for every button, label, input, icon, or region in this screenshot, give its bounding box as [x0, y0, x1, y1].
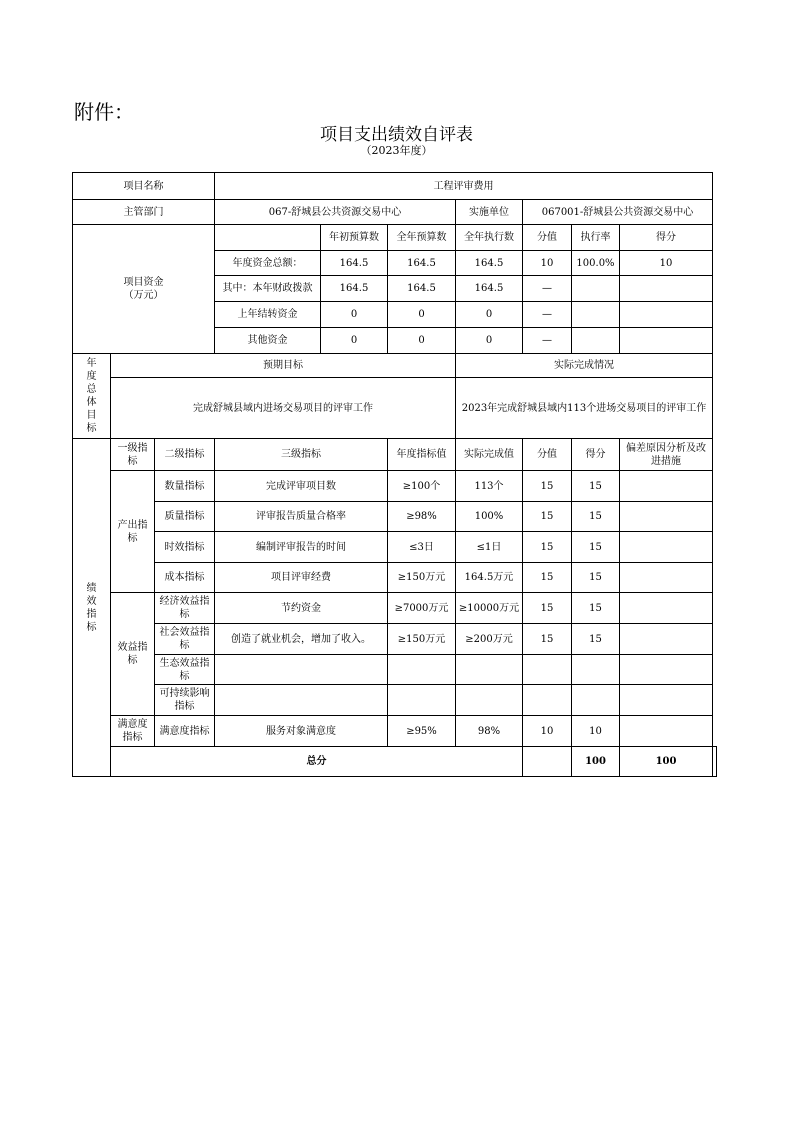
perf-got: 15	[572, 563, 620, 593]
goal-actual-header: 实际完成情况	[456, 354, 713, 378]
perf-l2: 时效指标	[155, 532, 215, 563]
perf-actual	[456, 685, 523, 716]
perf-l3: 编制评审报告的时间	[215, 532, 388, 563]
perf-l2: 质量指标	[155, 502, 215, 532]
perf-target: ≥100个	[388, 471, 456, 502]
funds-header: 得分	[620, 225, 713, 251]
perf-actual: ≤1日	[456, 532, 523, 563]
funds-cell: 0	[456, 302, 523, 328]
perf-got: 15	[572, 471, 620, 502]
perf-l3: 评审报告质量合格率	[215, 502, 388, 532]
perf-score: 15	[523, 593, 572, 624]
perf-note	[620, 593, 713, 624]
perf-header: 一级指标	[111, 439, 155, 471]
perf-side-char: 指	[86, 608, 97, 620]
perf-got: 15	[572, 532, 620, 563]
perf-note	[620, 471, 713, 502]
funds-cell	[572, 302, 620, 328]
funds-label	[73, 225, 215, 354]
funds-cell	[620, 276, 713, 302]
goal-side-char: 度	[86, 371, 97, 382]
goal-side-char: 标	[86, 423, 97, 434]
funds-label-line2: （万元）	[123, 290, 164, 301]
perf-actual: 164.5万元	[456, 563, 523, 593]
perf-target: ≥98%	[388, 502, 456, 532]
perf-actual	[456, 655, 523, 685]
funds-cell: —	[523, 276, 572, 302]
perf-l2: 生态效益指标	[155, 655, 215, 685]
satisfaction-indicator-label: 满意度指标	[111, 716, 155, 747]
perf-target: ≥7000万元	[388, 593, 456, 624]
perf-note	[620, 502, 713, 532]
perf-header: 分值	[523, 439, 572, 471]
funds-cell: 10	[620, 251, 713, 276]
goal-actual: 2023年完成舒城县域内113个进场交易项目的评审工作	[456, 378, 713, 439]
perf-score: 15	[523, 624, 572, 655]
funds-cell: 164.5	[388, 276, 456, 302]
goal-side-char: 总	[86, 384, 97, 395]
perf-header: 实际完成值	[456, 439, 523, 471]
perf-actual: 113个	[456, 471, 523, 502]
perf-note	[620, 685, 713, 716]
perf-actual: ≥200万元	[456, 624, 523, 655]
funds-header: 全年执行数	[456, 225, 523, 251]
goal-side-char: 体	[86, 397, 97, 408]
perf-target: ≤3日	[388, 532, 456, 563]
perf-l3	[215, 655, 388, 685]
perf-got: 15	[572, 502, 620, 532]
funds-cell	[620, 302, 713, 328]
goal-expected: 完成舒城县域内进场交易项目的评审工作	[111, 378, 456, 439]
funds-cell	[572, 328, 620, 354]
perf-got	[572, 685, 620, 716]
project-name-label: 项目名称	[73, 173, 215, 200]
perf-header: 二级指标	[155, 439, 215, 471]
perf-score: 10	[523, 716, 572, 747]
perf-score: 15	[523, 532, 572, 563]
perf-header: 偏差原因分析及改进措施	[620, 439, 713, 471]
perf-got	[572, 655, 620, 685]
funds-cell: 0	[388, 328, 456, 354]
funds-cell: 164.5	[321, 276, 388, 302]
perf-header: 得分	[572, 439, 620, 471]
perf-note	[620, 655, 713, 685]
perf-l2: 可持续影响指标	[155, 685, 215, 716]
dept-label: 主管部门	[73, 200, 215, 225]
funds-cell: —	[523, 328, 572, 354]
perf-note	[620, 624, 713, 655]
funds-row-name: 上年结转资金	[215, 302, 321, 328]
funds-header: 全年预算数	[388, 225, 456, 251]
page-subtitle: （2023年度）	[360, 144, 433, 157]
goal-side-label	[73, 354, 111, 439]
funds-cell: 164.5	[456, 251, 523, 276]
dept-value: 067-舒城县公共资源交易中心	[215, 200, 456, 225]
perf-l2: 经济效益指标	[155, 593, 215, 624]
perf-l2: 数量指标	[155, 471, 215, 502]
perf-target: ≥95%	[388, 716, 456, 747]
funds-cell: 164.5	[388, 251, 456, 276]
funds-label-line1: 项目资金	[123, 277, 164, 288]
funds-row-name: 年度资金总额：	[215, 251, 321, 276]
funds-cell	[620, 328, 713, 354]
total-blank	[523, 747, 572, 777]
perf-l3: 项目评审经费	[215, 563, 388, 593]
funds-cell: 0	[456, 328, 523, 354]
benefit-indicator-label: 效益指标	[111, 593, 155, 716]
perf-actual: ≥10000万元	[456, 593, 523, 624]
total-label: 总分	[111, 747, 523, 777]
perf-note	[620, 563, 713, 593]
project-name-value: 工程评审费用	[215, 173, 713, 200]
perf-side-char: 效	[86, 595, 97, 607]
perf-got: 10	[572, 716, 620, 747]
funds-cell: —	[523, 302, 572, 328]
perf-l3: 完成评审项目数	[215, 471, 388, 502]
attachment-label: 附件：	[74, 100, 134, 124]
perf-side-label	[73, 439, 111, 777]
output-indicator-label: 产出指标	[111, 471, 155, 593]
funds-header: 分值	[523, 225, 572, 251]
perf-note	[620, 532, 713, 563]
perf-l2: 成本指标	[155, 563, 215, 593]
total-note	[713, 747, 717, 777]
funds-cell: 100.0%	[572, 251, 620, 276]
evaluation-table	[72, 172, 717, 777]
perf-score: 15	[523, 502, 572, 532]
perf-target: ≥150万元	[388, 563, 456, 593]
perf-side-char: 标	[86, 621, 97, 633]
perf-l3: 节约资金	[215, 593, 388, 624]
perf-header: 年度指标值	[388, 439, 456, 471]
goal-side-char: 年	[86, 358, 97, 369]
perf-got: 15	[572, 624, 620, 655]
funds-cell: 0	[321, 328, 388, 354]
funds-header: 年初预算数	[321, 225, 388, 251]
perf-l3	[215, 685, 388, 716]
perf-l2: 满意度指标	[155, 716, 215, 747]
perf-l3: 创造了就业机会，增加了收入。	[215, 624, 388, 655]
perf-target	[388, 655, 456, 685]
funds-cell	[572, 276, 620, 302]
goal-expected-header: 预期目标	[111, 354, 456, 378]
funds-header: 执行率	[572, 225, 620, 251]
funds-cell: 0	[321, 302, 388, 328]
funds-cell: 164.5	[456, 276, 523, 302]
perf-actual: 98%	[456, 716, 523, 747]
funds-header-blank	[215, 225, 321, 251]
perf-score: 15	[523, 563, 572, 593]
perf-target	[388, 685, 456, 716]
funds-row-name: 其中：本年财政拨款	[215, 276, 321, 302]
funds-cell: 0	[388, 302, 456, 328]
total-got: 100	[620, 747, 713, 777]
funds-cell: 10	[523, 251, 572, 276]
perf-score	[523, 655, 572, 685]
impl-value: 067001-舒城县公共资源交易中心	[523, 200, 713, 225]
perf-got: 15	[572, 593, 620, 624]
perf-side-char: 绩	[86, 582, 97, 594]
perf-actual: 100%	[456, 502, 523, 532]
perf-l2: 社会效益指标	[155, 624, 215, 655]
page-title: 项目支出绩效自评表	[320, 125, 473, 145]
perf-note	[620, 716, 713, 747]
funds-cell: 164.5	[321, 251, 388, 276]
perf-header: 三级指标	[215, 439, 388, 471]
funds-row-name: 其他资金	[215, 328, 321, 354]
impl-label: 实施单位	[456, 200, 523, 225]
perf-target: ≥150万元	[388, 624, 456, 655]
total-score: 100	[572, 747, 620, 777]
perf-score: 15	[523, 471, 572, 502]
perf-score	[523, 685, 572, 716]
goal-side-char: 目	[86, 410, 97, 421]
perf-l3: 服务对象满意度	[215, 716, 388, 747]
